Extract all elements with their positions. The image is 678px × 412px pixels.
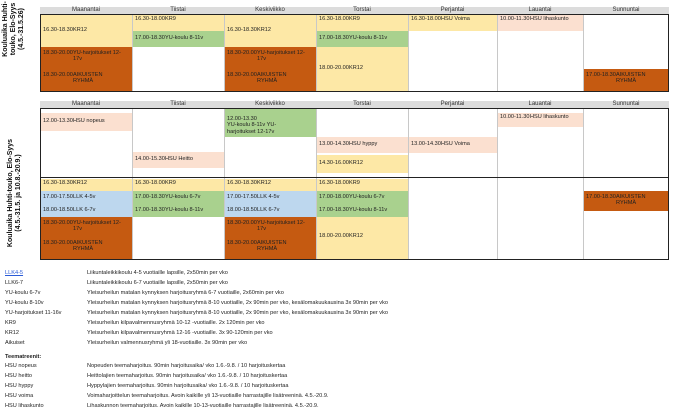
session-block[interactable]: 17.00-17.50LLK 4-5v (225, 191, 316, 204)
session-block[interactable]: 16.30-18.30KR12 (225, 179, 316, 191)
header-day: Perjantai (408, 7, 497, 14)
session-block[interactable]: 16.30-18.00KR9 (133, 15, 224, 31)
session-block[interactable]: 16.30-18.30KR12 (225, 15, 316, 47)
header-day: Lauantai (497, 101, 583, 108)
session-block[interactable]: 10.00-11.30HSU lihaskunto (498, 113, 583, 127)
theme-heading: Teematreenit: (5, 354, 42, 360)
legend-link[interactable]: LLK4-5 (5, 270, 24, 276)
session-block[interactable]: 17.00-18.30YU-koulu 6-7v (133, 191, 224, 217)
session-block[interactable]: 17.00-18.30YU-koulu 8-11v (317, 204, 408, 217)
header-day: Keskiviikko (224, 7, 316, 14)
session-block[interactable]: 18.30-20.00YU-harjoitukset 12-17v (41, 217, 132, 237)
session-block[interactable]: 18.00-20.00KR12 (317, 217, 408, 259)
session-block[interactable]: 17.00-18.30AIKUISTEN RYHMÄ (584, 69, 668, 91)
session-block[interactable]: 18.00-18.50LLK 6-7v (41, 204, 132, 217)
header-day: Tiistai (132, 7, 224, 14)
session-block[interactable]: 18.30-20.00YU-harjoitukset 12-17v (225, 47, 316, 69)
header-day: Torstai (316, 101, 408, 108)
session-block[interactable]: 16.30-18.00KR9 (133, 179, 224, 191)
session-block[interactable]: 17.00-18.30AIKUISTEN RYHMÄ (584, 191, 668, 211)
section2-title: Kouluaika Huhti-touko, Elo-Syys (4.5.-31.5. ja 10.8.-20.9.) (7, 138, 22, 248)
session-block[interactable]: 18.30-20.00AIKUISTEN RYHMÄ (225, 69, 316, 91)
header-day: Sunnuntai (583, 7, 669, 14)
session-block[interactable]: 16.30-18.00KR9 (317, 15, 408, 31)
session-block[interactable]: 17.00-18.00YU-koulu 6-7v (317, 191, 408, 204)
session-block[interactable]: 16.30-18.30KR12 (41, 15, 132, 47)
session-block[interactable]: 16.30-18.00HSU Voima (409, 15, 497, 31)
header-day: Tiistai (132, 101, 224, 108)
session-block[interactable]: 17.00-17.50LLK 4-5v (41, 191, 132, 204)
session-block[interactable]: 18.30-20.00AIKUISTEN RYHMÄ (41, 237, 132, 259)
session-block[interactable]: 17.00-18.30YU-koulu 8-11v (133, 31, 224, 47)
session-block[interactable]: 14.00-15.30HSU Heitto (133, 152, 224, 168)
session-block[interactable]: 18.30-20.00AIKUISTEN RYHMÄ (225, 237, 316, 259)
header-day: Torstai (316, 7, 408, 14)
session-block[interactable]: 13.00-14.30HSU hyppy (317, 137, 408, 153)
section1-title: Kouluaika Huhti- touko, Elo-Syys (4.5.-31.5.26) (2, 1, 25, 57)
grid-divider (408, 109, 409, 259)
grid-divider (497, 109, 498, 259)
grid-divider (583, 109, 584, 259)
session-block[interactable]: 17.00-18.30YU-koulu 8-11v (133, 204, 224, 217)
header-day: Lauantai (497, 7, 583, 14)
session-block[interactable]: 18.30-20.00YU-harjoitukset 12-17v (41, 47, 132, 69)
header-day: Keskiviikko (224, 101, 316, 108)
session-block[interactable]: 18.00-18.50LLK 6-7v (225, 204, 316, 217)
session-block[interactable]: 17.00-18.30YU-koulu 8-11v (317, 31, 408, 47)
session-block[interactable]: 13.00-14.30HSU Voima (409, 137, 497, 153)
header-day: Perjantai (408, 101, 497, 108)
session-block[interactable]: 18.30-20.00AIKUISTEN RYHMÄ (41, 69, 132, 91)
session-block[interactable]: 16.30-18.00KR9 (317, 179, 408, 191)
header-day: Maanantai (40, 7, 132, 14)
session-block[interactable]: 12.00-13.30HSU nopeus (41, 113, 132, 131)
session-block[interactable]: 10.00-11.30HSU lihaskunto (498, 15, 583, 31)
session-block[interactable]: 12.00-13.30YU-koulu 8-11v YU-harjoitukset 12-17v (225, 109, 316, 137)
session-block[interactable]: 18.00-20.00KR12 (317, 47, 408, 91)
session-block[interactable]: 18.30-20.00YU-harjoitukset 12-17v (225, 217, 316, 237)
header-day: Maanantai (40, 101, 132, 108)
header-day: Sunnuntai (583, 101, 669, 108)
session-block[interactable]: 14.30-16.00KR12 (317, 155, 408, 173)
session-block[interactable]: 16.30-18.30KR12 (41, 179, 132, 191)
